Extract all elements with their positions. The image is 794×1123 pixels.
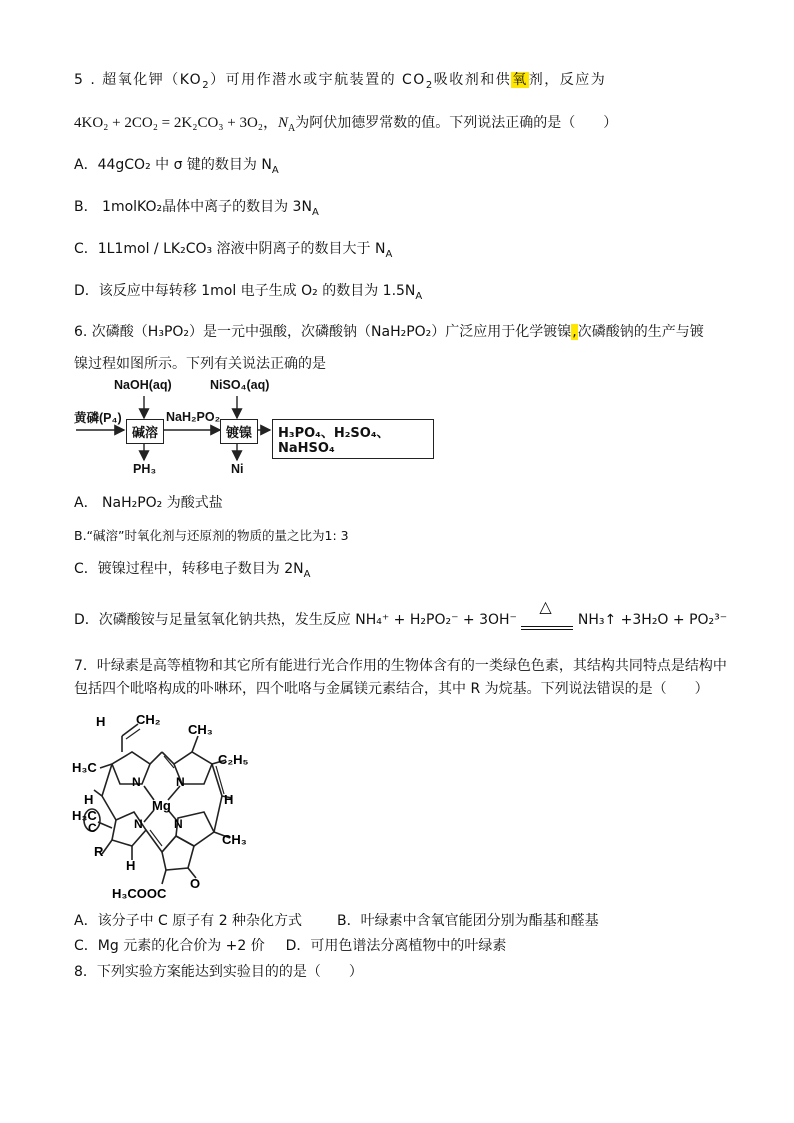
q5-equation-line: 4KO₂ + 2CO₂ = 2K₂CO₃ + 3O₂，$N_A$为阿伏加德罗常数的值。下列说法正确的是（ ） bbox=[74, 115, 618, 134]
q7-stem-line2: 包括四个吡咯构成的卟啉环，四个吡咯与金属镁元素结合，其中 R 为烷基。下列说法错误的是（ ） bbox=[74, 681, 709, 697]
q5-option-b: B． 1molKO₂晶体中离子的数目为 $3N_A$ bbox=[74, 199, 319, 218]
flow-reagent2-label: NiSO₄(aq) bbox=[210, 378, 270, 392]
mol-h-bottom: H bbox=[126, 858, 136, 873]
highlight-mark: , bbox=[572, 324, 577, 340]
mol-mg: Mg bbox=[152, 798, 171, 813]
q6-stem-line1: 6. 次磷酸（H₃PO₂）是一元中强酸，次磷酸钠（NaH₂PO₂）广泛应用于化学镀镍,次磷酸钠的生产与镀 bbox=[74, 324, 704, 340]
mol-h3c-left: H₃C bbox=[72, 760, 97, 775]
flow-box-alkali-dissolve: 碱溶 bbox=[126, 419, 164, 444]
mol-c-circled: C bbox=[88, 821, 97, 835]
chlorophyll-structure bbox=[72, 706, 272, 902]
mol-ch3-right: CH₃ bbox=[222, 832, 247, 847]
q7-options-row1 bbox=[74, 911, 599, 931]
q7-option-d: D．可用色谱法分离植物中的叶绿素 bbox=[285, 938, 507, 954]
flow-box-products: H₃PO₄、H₂SO₄、NaHSO₄ bbox=[272, 419, 434, 459]
mol-n-d: N bbox=[134, 817, 143, 831]
q5-option-c: C．1L1mol / LK₂CO₃ 溶液中阴离子的数目大于 $N_A$ bbox=[74, 241, 393, 260]
heat-symbol: △ bbox=[539, 597, 552, 616]
mol-n-a: N bbox=[132, 775, 141, 789]
q6-option-a: A． NaH₂PO₂ 为酸式盐 bbox=[74, 495, 223, 511]
mol-n-b: N bbox=[176, 775, 185, 789]
mol-vinyl-h: H bbox=[96, 714, 106, 729]
mol-h3c-ring-d: H₃C bbox=[72, 808, 97, 823]
flow-output-ph3: PH₃ bbox=[133, 462, 157, 476]
mol-h-left: H bbox=[84, 792, 94, 807]
q6-option-b: B.“碱溶”时氧化剂与还原剂的物质的量之比为1: 3 bbox=[74, 528, 349, 543]
q7-option-a: A．该分子中 C 原子有 2 种杂化方式 bbox=[74, 913, 303, 929]
q7-stem-line1: 7．叶绿素是高等植物和其它所有能进行光合作用的生物体含有的一类绿色色素，其结构共同特点是结构中 bbox=[74, 658, 727, 674]
mol-ch3-top: CH₃ bbox=[188, 722, 213, 737]
q7-option-c: C．Mg 元素的化合价为 +2 价 bbox=[74, 938, 265, 954]
q5-equation: 4KO₂ + 2CO₂ = 2K₂CO₃ + 3O₂， bbox=[74, 115, 279, 131]
flow-box-nickel-plating: 镀镍 bbox=[220, 419, 258, 444]
flow-input-label: 黄磷(P₄) bbox=[74, 411, 122, 425]
q7-option-b: B．叶绿素中含氧官能团分别为酯基和醛基 bbox=[336, 913, 599, 929]
mol-oxygen: O bbox=[190, 876, 201, 891]
mol-n-c: N bbox=[174, 817, 183, 831]
flow-intermediate-label: NaH₂PO₂ bbox=[166, 410, 221, 424]
flow-reagent1-label: NaOH(aq) bbox=[114, 378, 172, 392]
flow-output-ni: Ni bbox=[231, 462, 244, 476]
reaction-condition-arrow bbox=[521, 597, 573, 630]
mol-r: R bbox=[94, 844, 104, 859]
q7-options-row2 bbox=[74, 936, 506, 956]
highlight-mark: 氧 bbox=[512, 72, 528, 88]
q6-process-flowchart bbox=[74, 376, 434, 476]
q5-stem-line1: 5 . 超氧化钾$(KO_2)$可用作潜水或宇航装置的 $CO_2$吸收剂和供氧剂，反应为 bbox=[74, 72, 607, 91]
q6-option-c: C．镀镍过程中，转移电子数目为 $2N_A$ bbox=[74, 561, 311, 580]
q8-stem: 8．下列实验方案能达到实验目的的是（ ） bbox=[74, 964, 363, 980]
mol-ethyl: C₂H₅ bbox=[218, 752, 249, 767]
mol-ch2: CH₂ bbox=[136, 712, 161, 727]
q6-option-d: D．次磷酸铵与足量氢氧化钠共热，发生反应 NH₄⁺ + H₂PO₂⁻ + 3OH⁻ △ NH₃↑ +3H₂O + PO₂³⁻ bbox=[74, 597, 728, 628]
mol-h-right: H bbox=[224, 792, 234, 807]
q5-option-d: D．该反应中每转移 1mol 电子生成 O₂ 的数目为 $1.5N_A$ bbox=[74, 283, 423, 302]
q5-option-a: A．44gCO₂ 中 σ 键的数目为 $N_A$ bbox=[74, 157, 279, 176]
q6-stem-line2: 镍过程如图所示。下列有关说法正确的是 bbox=[74, 356, 326, 372]
mol-ester: H₃COOC bbox=[112, 886, 167, 901]
